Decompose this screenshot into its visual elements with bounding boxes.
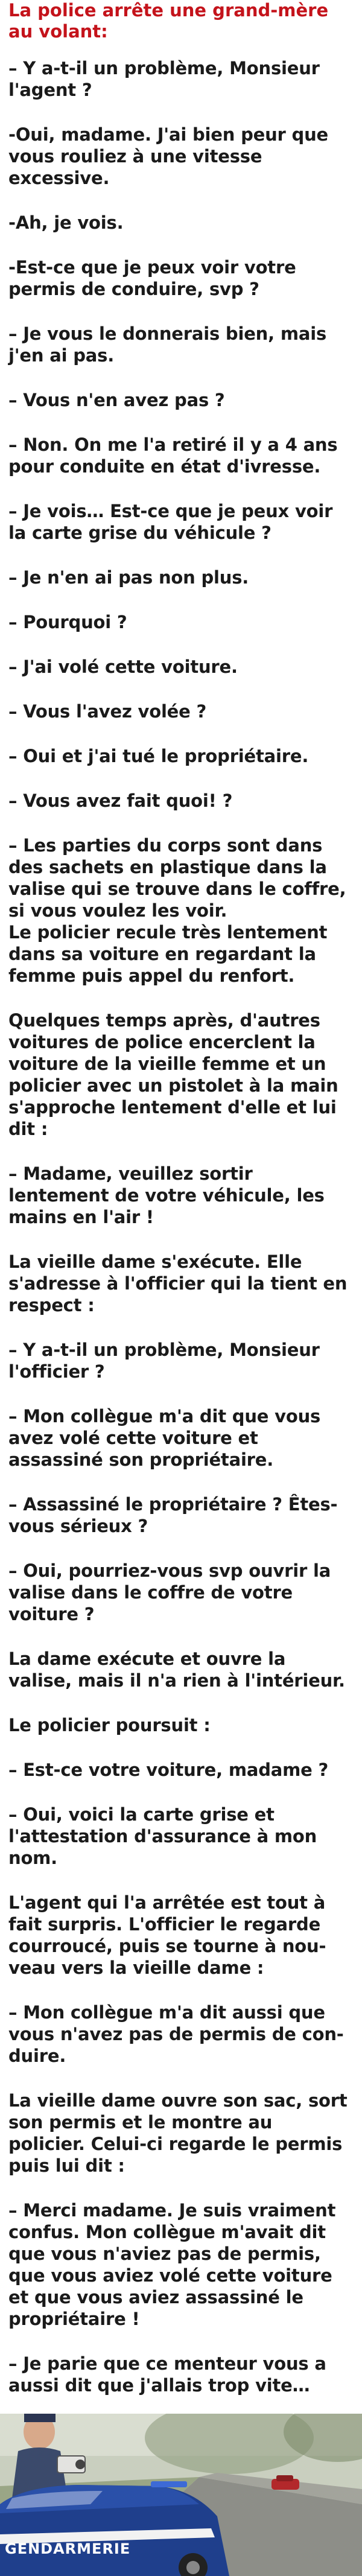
story-paragraph: L'agent qui l'a arrêtée est tout à fait surpris. L'officier le regarde courroucé, puis se tourne à nou-veau vers la vieille dame : — [8, 1892, 326, 1978]
story-paragraph: – Oui, voici la carte grise et l'attestation d'assurance à mon nom. — [8, 1804, 317, 1868]
story-paragraph: – Les parties du corps sont dans des sachets en plastique dans la valise qui se trouve dans le coffre, si vous voulez les voir. — [8, 835, 346, 921]
story-paragraph: La vieille dame ouvre son sac, sort son permis et le montre au policier. Celui-ci regarde le permis puis lui dit : — [8, 2090, 348, 2176]
story-paragraph: – Vous l'avez volée ? — [8, 701, 207, 722]
story-paragraph: – Assassiné le propriétaire ? Êtes-vous sérieux ? — [8, 1494, 338, 1536]
story-paragraph: – Vous avez fait quoi! ? — [8, 790, 233, 811]
story-title: La police arrête une grand-mère au volant: — [8, 0, 329, 42]
story-paragraph: – Oui, pourriez-vous svp ouvrir la valise dans le coffre de votre voiture ? — [8, 1560, 331, 1624]
story-paragraph: – Je parie que ce menteur vous a aussi dit que j'allais trop vite… — [8, 2353, 326, 2396]
story-paragraph: – Je vous le donnerais bien, mais j'en ai pas. — [8, 323, 327, 366]
story-paragraph: Le policier recule très lentement dans sa voiture en regardant la femme puis appel du renfort. — [8, 922, 328, 986]
story-paragraph: – Oui et j'ai tué le propriétaire. — [8, 746, 309, 766]
story-paragraph: – Mon collègue m'a dit aussi que vous n'avez pas de permis de con-duire. — [8, 2002, 344, 2066]
story-paragraph: – Merci madame. Je suis vraiment confus. Mon collègue m'avait dit que vous n'aviez pas de permis, que vous aviez volé cette voiture et que vous aviez assassiné le propriétaire ! — [8, 2200, 336, 2329]
story-body — [8, 57, 354, 2419]
story-paragraph: – Y a-t-il un problème, Monsieur l'agent ? — [8, 58, 320, 100]
story-paragraph: -Oui, madame. J'ai bien peur que vous rouliez à une vitesse excessive. — [8, 124, 329, 188]
story-paragraph: – Y a-t-il un problème, Monsieur l'officier ? — [8, 1340, 320, 1382]
story-paragraph: – Non. On me l'a retiré il y a 4 ans pour conduite en état d'ivresse. — [8, 434, 338, 477]
story-paragraph: – Est-ce votre voiture, madame ? — [8, 1760, 329, 1780]
story-paragraph: – Je n'en ai pas non plus. — [8, 567, 249, 588]
story-paragraph: – Je vois… Est-ce que je peux voir la carte grise du véhicule ? — [8, 501, 333, 543]
car-lettering: GENDARMERIE — [5, 2540, 131, 2557]
gendarmerie-car-illustration — [0, 2414, 362, 2576]
story-paragraph: – Pourquoi ? — [8, 612, 127, 632]
story-paragraph: La vieille dame s'exécute. Elle s'adresse à l'officier qui la tient en respect : — [8, 1251, 348, 1315]
story-paragraph: – Vous n'en avez pas ? — [8, 390, 225, 410]
story-paragraph: – Mon collègue m'a dit que vous avez volé cette voiture et assassiné son propriétaire. — [8, 1406, 321, 1470]
story-paragraph: – Madame, veuillez sortir lentement de votre véhicule, les mains en l'air ! — [8, 1163, 325, 1227]
story-paragraph: -Est-ce que je peux voir votre permis de conduire, svp ? — [8, 257, 296, 299]
gendarmerie-photo — [0, 2414, 362, 2576]
story-paragraph: Quelques temps après, d'autres voitures de police encerclent la voiture de la vieille femme et un policier avec un pistolet à la main s'approche lentement d'elle et lui dit : — [8, 1010, 338, 1139]
story-paragraph: La dame exécute et ouvre la valise, mais il n'a rien à l'intérieur. — [8, 1649, 345, 1691]
story-paragraph: Le policier poursuit : — [8, 1715, 211, 1735]
story-paragraph: – J'ai volé cette voiture. — [8, 657, 238, 677]
story-paragraph: -Ah, je vois. — [8, 212, 124, 233]
